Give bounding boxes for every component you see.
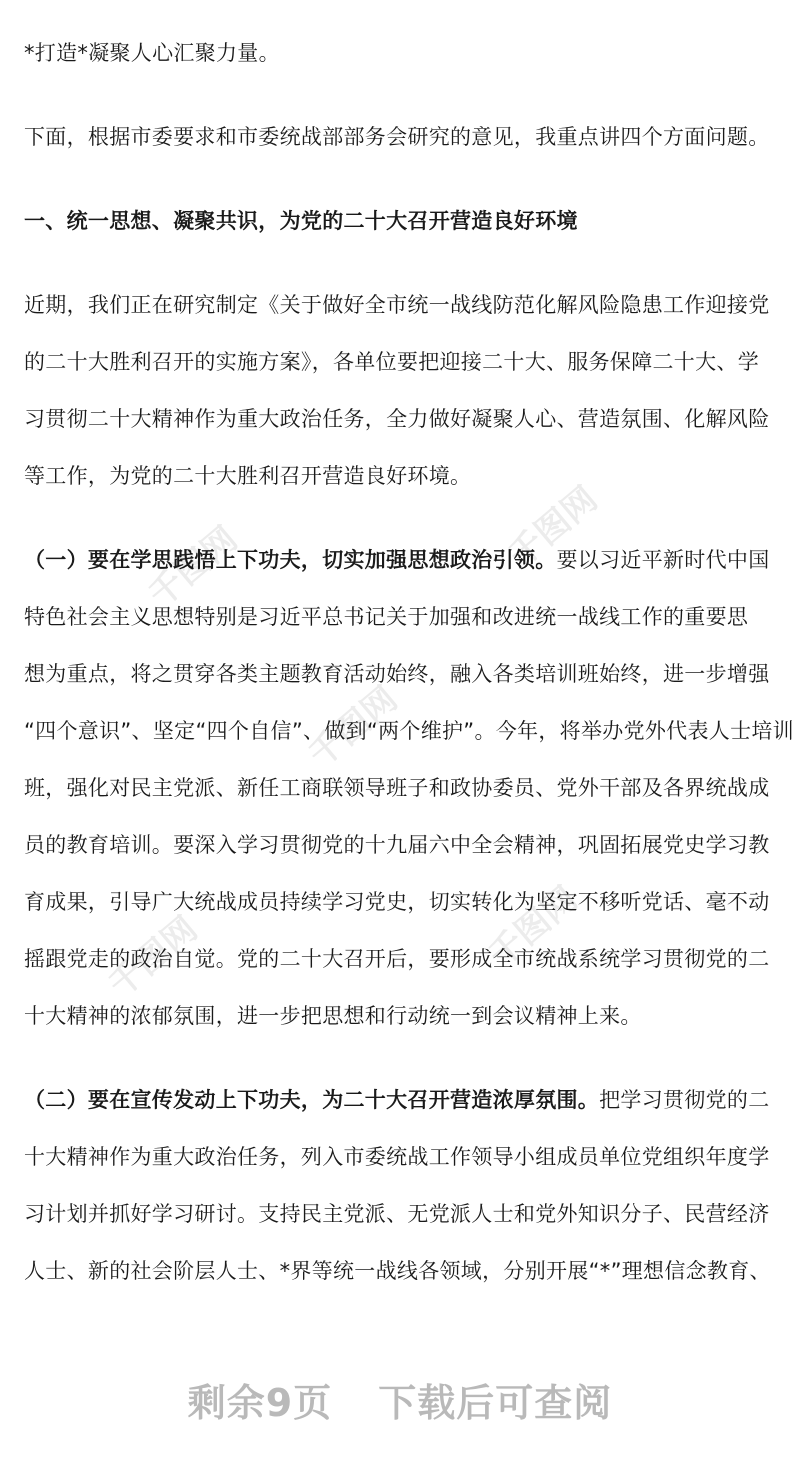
text-line: 习贯彻二十大精神作为重大政治任务，全力做好凝聚人心、营造氛围、化解风险 [24,407,770,431]
remaining-pages-label: 剩余9页 [187,1381,333,1425]
paragraph-first-line [24,545,784,575]
text-line: 习计划并抓好学习研讨。支持民主党派、无党派人士和党外知识分子、民营经济 [24,1202,770,1226]
watermark: 千图网 [301,679,406,776]
text-line: 班，强化对民主党派、新任工商联领导班子和政协委员、党外干部及各界统战成 [24,776,770,800]
section-heading: 一、统一思想、凝聚共识，为党的二十大召开营造良好环境 [24,209,578,233]
text-line: “四个意识”、坚定“四个自信”、做到“两个维护”。今年，将举办党外代表人士培训 [24,719,794,743]
subheading: （二）要在宣传发动上下功夫，为二十大召开营造浓厚氛围。 [24,1088,600,1112]
text-run: 把学习贯彻党的二 [599,1088,770,1112]
text-line: 的二十大胜利召开的实施方案》，各单位要把迎接二十大、服务保障二十大、学 [24,350,759,374]
subheading: （一）要在学思践悟上下功夫，切实加强思想政治引领。 [24,548,557,572]
text-line: 人士、新的社会阶层人士、*界等统一战线各领域，分别开展“*”理想信念教育、 [24,1259,771,1283]
watermark: 千图网 [141,519,246,616]
download-to-view-label: 下载后可查阅 [378,1381,613,1425]
text-line: *打造*凝聚人心汇聚力量。 [24,41,280,65]
text-line: 十大精神作为重大政治任务，列入市委统战工作领导小组成员单位党组织年度学 [24,1145,770,1169]
paragraph-first-line [24,1085,784,1115]
text-run: 要以习近平新时代中国 [556,548,770,572]
download-prompt[interactable] [0,1372,800,1427]
text-line: 十大精神的浓郁氛围，进一步把思想和行动统一到会议精神上来。 [24,1004,642,1028]
text-line: 特色社会主义思想特别是习近平总书记关于加强和改进统一战线工作的重要思 [24,605,749,629]
text-line: 下面，根据市委要求和市委统战部部务会研究的意见，我重点讲四个方面问题。 [24,125,770,149]
text-line: 育成果，引导广大统战成员持续学习党史，切实转化为坚定不移听党话、毫不动 [24,890,770,914]
watermark: 千图网 [101,909,206,1006]
text-line: 员的教育培训。要深入学习贯彻党的十九届六中全会精神，巩固拓展党史学习教 [24,833,770,857]
text-line: 想为重点，将之贯穿各类主题教育活动始终，融入各类培训班始终，进一步增强 [24,662,770,686]
watermark: 千图网 [501,479,606,576]
text-line: 近期，我们正在研究制定《关于做好全市统一战线防范化解风险隐患工作迎接党 [24,293,770,317]
text-line: 等工作，为党的二十大胜利召开营造良好环境。 [24,464,472,488]
watermark: 千图网 [481,879,586,976]
text-line: 摇跟党走的政治自觉。党的二十大召开后，要形成全市统战系统学习贯彻党的二 [24,947,770,971]
